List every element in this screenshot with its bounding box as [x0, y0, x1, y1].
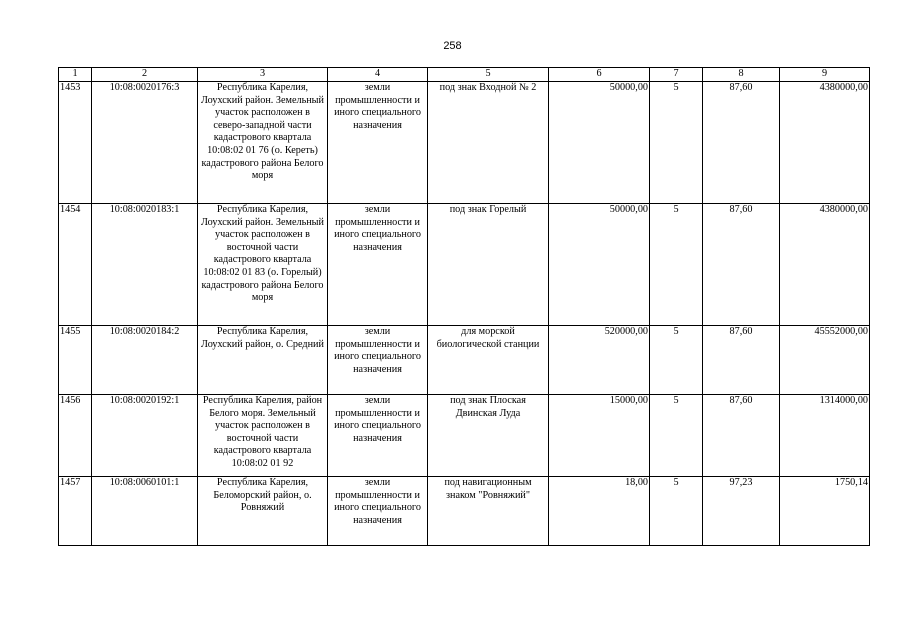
table-row	[59, 477, 870, 546]
page-number: 258	[443, 40, 462, 52]
area-cell: 50000,00	[549, 82, 650, 204]
location-cell: Республика Карелия, Лоухский район. Земельный участок расположен в северо-западной части кадастрового квартала 10:08:02 01 76 (о. Кереть) кадастрового района Белого моря	[198, 82, 328, 204]
column-header: 2	[92, 68, 198, 82]
cadastral-number-cell: 10:08:0020176:3	[92, 82, 198, 204]
location-cell: Республика Карелия, район Белого моря. Земельный участок расположен в восточной части кадастрового квартала 10:08:02 01 92	[198, 395, 328, 477]
row-number-cell: 1454	[59, 204, 92, 326]
column-header: 6	[549, 68, 650, 82]
table-header-row	[59, 68, 870, 82]
specific-value-cell: 97,23	[703, 477, 780, 546]
table-row	[59, 82, 870, 204]
permitted-use-cell: под навигационным знаком "Ровняжий"	[428, 477, 549, 546]
land-category-cell: земли промышленности и иного специального назначения	[328, 326, 428, 395]
location-cell: Республика Карелия, Лоухский район. Земельный участок расположен в восточной части кадастрового квартала 10:08:02 01 83 (о. Горелый) кадастрового района Белого моря	[198, 204, 328, 326]
column-header: 1	[59, 68, 92, 82]
group-cell: 5	[650, 477, 703, 546]
land-category-cell: земли промышленности и иного специального назначения	[328, 204, 428, 326]
column-header: 5	[428, 68, 549, 82]
land-category-cell: земли промышленности и иного специального назначения	[328, 82, 428, 204]
land-category-cell: земли промышленности и иного специального назначения	[328, 395, 428, 477]
table-row	[59, 395, 870, 477]
table-row	[59, 204, 870, 326]
row-number-cell: 1455	[59, 326, 92, 395]
permitted-use-cell: для морской биологической станции	[428, 326, 549, 395]
permitted-use-cell: под знак Плоская Двинская Луда	[428, 395, 549, 477]
cadastral-value-cell: 1750,14	[780, 477, 870, 546]
table-row	[59, 326, 870, 395]
cadastral-number-cell: 10:08:0060101:1	[92, 477, 198, 546]
area-cell: 15000,00	[549, 395, 650, 477]
column-header: 9	[780, 68, 870, 82]
group-cell: 5	[650, 82, 703, 204]
row-number-cell: 1456	[59, 395, 92, 477]
row-number-cell: 1457	[59, 477, 92, 546]
land-registry-table	[58, 67, 870, 546]
area-cell: 520000,00	[549, 326, 650, 395]
column-header: 3	[198, 68, 328, 82]
land-category-cell: земли промышленности и иного специального назначения	[328, 477, 428, 546]
location-cell: Республика Карелия, Лоухский район, о. Средний	[198, 326, 328, 395]
column-header: 7	[650, 68, 703, 82]
group-cell: 5	[650, 326, 703, 395]
cadastral-value-cell: 45552000,00	[780, 326, 870, 395]
cadastral-value-cell: 4380000,00	[780, 204, 870, 326]
cadastral-number-cell: 10:08:0020183:1	[92, 204, 198, 326]
cadastral-value-cell: 1314000,00	[780, 395, 870, 477]
group-cell: 5	[650, 204, 703, 326]
cadastral-number-cell: 10:08:0020184:2	[92, 326, 198, 395]
specific-value-cell: 87,60	[703, 326, 780, 395]
location-cell: Республика Карелия, Беломорский район, о. Ровняжий	[198, 477, 328, 546]
specific-value-cell: 87,60	[703, 82, 780, 204]
permitted-use-cell: под знак Входной № 2	[428, 82, 549, 204]
column-header: 8	[703, 68, 780, 82]
column-header: 4	[328, 68, 428, 82]
cadastral-value-cell: 4380000,00	[780, 82, 870, 204]
permitted-use-cell: под знак Горелый	[428, 204, 549, 326]
row-number-cell: 1453	[59, 82, 92, 204]
group-cell: 5	[650, 395, 703, 477]
specific-value-cell: 87,60	[703, 395, 780, 477]
area-cell: 50000,00	[549, 204, 650, 326]
area-cell: 18,00	[549, 477, 650, 546]
specific-value-cell: 87,60	[703, 204, 780, 326]
cadastral-number-cell: 10:08:0020192:1	[92, 395, 198, 477]
